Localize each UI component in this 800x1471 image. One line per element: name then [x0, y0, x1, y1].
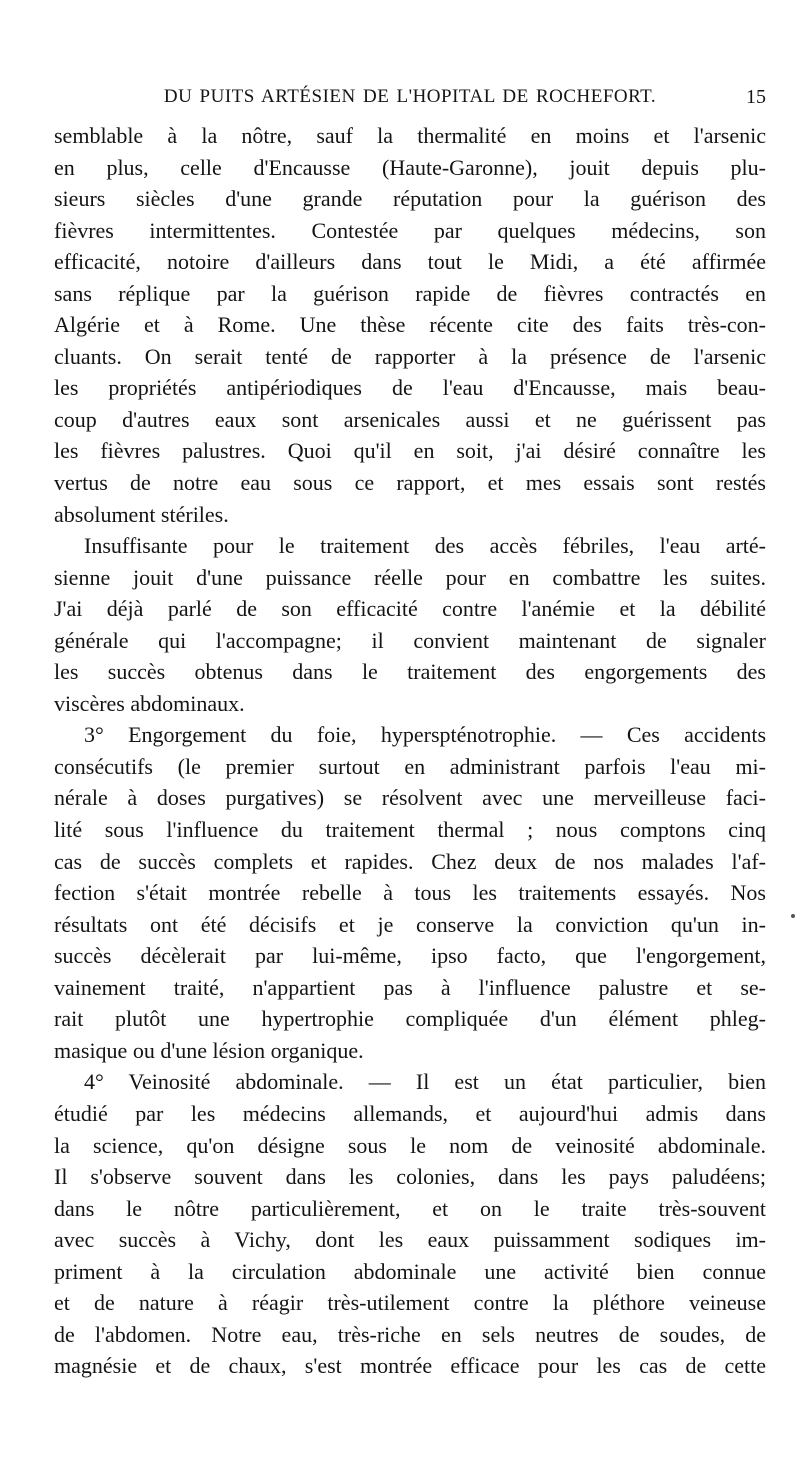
- text-line: consécutifs (le premier surtout en administrant parfois l'eau mi-: [54, 753, 766, 779]
- text-line: générale qui l'accompagne; il convient maintenant de signaler: [54, 627, 766, 653]
- text-line: nérale à doses purgatives) se résolvent avec une merveilleuse faci-: [54, 785, 766, 811]
- text-line: Il s'observe souvent dans les colonies, dans les pays paludéens;: [54, 1164, 766, 1190]
- text-line: succès décèlerait par lui-même, ipso facto, que l'engorgement,: [54, 943, 766, 969]
- text-line: la science, qu'on désigne sous le nom de veinosité abdominale.: [54, 1132, 766, 1158]
- text-line: coup d'autres eaux sont arsenicales aussi et ne guérissent pas: [54, 406, 766, 432]
- section-heading-line: 4° Veinosité abdominale. — Il est un état particulier, bien: [84, 1069, 766, 1095]
- text-line: les propriétés antipériodiques de l'eau d'Encausse, mais beau-: [54, 375, 766, 401]
- text-line: vainement traité, n'appartient pas à l'influence palustre et se-: [54, 974, 766, 1000]
- text-line: les succès obtenus dans le traitement des engorgements des: [54, 659, 766, 685]
- running-title: DU PUITS ARTÉSIEN DE L'HOPITAL DE ROCHEFORT.: [163, 86, 657, 107]
- text-line: sans réplique par la guérison rapide de fièvres contractés en: [54, 280, 766, 306]
- text-line: Algérie et à Rome. Une thèse récente cite des faits très-con-: [54, 312, 766, 338]
- text-line: étudié par les médecins allemands, et aujourd'hui admis dans: [54, 1100, 766, 1126]
- text-line: rait plutôt une hypertrophie compliquée d'un élément phleg-: [54, 1006, 766, 1032]
- body-text: [54, 120, 766, 1382]
- text-line: avec succès à Vichy, dont les eaux puissamment sodiques im-: [54, 1227, 766, 1253]
- text-line: sieurs siècles d'une grande réputation pour la guérison des: [54, 186, 766, 212]
- text-line: fièvres intermittentes. Contestée par quelques médecins, son: [54, 217, 766, 243]
- text-line: dans le nôtre particulièrement, et on le traite très-souvent: [54, 1195, 766, 1221]
- text-line: efficacité, notoire d'ailleurs dans tout le Midi, a été affirmée: [54, 249, 766, 275]
- paragraph-end-line: viscères abdominaux.: [54, 690, 245, 716]
- text-line: lité sous l'influence du traitement thermal ; nous comptons cinq: [54, 817, 766, 843]
- text-line: magnésie et de chaux, s'est montrée efficace pour les cas de cette: [54, 1353, 766, 1379]
- paragraph-start-line: Insuffisante pour le traitement des accès fébriles, l'eau arté-: [84, 533, 766, 559]
- text-line: vertus de notre eau sous ce rapport, et mes essais sont restés: [54, 470, 766, 496]
- running-head: [54, 86, 766, 112]
- text-line: et de nature à réagir très-utilement contre la pléthore veineuse: [54, 1290, 766, 1316]
- text-line: J'ai déjà parlé de son efficacité contre l'anémie et la débilité: [54, 596, 766, 622]
- text-line: cluants. On serait tenté de rapporter à la présence de l'arsenic: [54, 343, 766, 369]
- text-line: priment à la circulation abdominale une activité bien connue: [54, 1258, 766, 1284]
- section-heading-line: 3° Engorgement du foie, hyperspténotrophie. — Ces accidents: [84, 722, 766, 748]
- text-line: semblable à la nôtre, sauf la thermalité en moins et l'arsenic: [54, 123, 766, 148]
- text-line: résultats ont été décisifs et je conserve la conviction qu'un in-: [54, 911, 766, 937]
- ink-speck: [791, 914, 795, 918]
- page-number: 15: [746, 86, 766, 108]
- text-line: de l'abdomen. Notre eau, très-riche en sels neutres de soudes, de: [54, 1321, 766, 1347]
- text-line: sienne jouit d'une puissance réelle pour en combattre les suites.: [54, 564, 766, 590]
- text-line: cas de succès complets et rapides. Chez deux de nos malades l'af-: [54, 848, 766, 874]
- text-line: en plus, celle d'Encausse (Haute-Garonne), jouit depuis plu-: [54, 154, 766, 180]
- paragraph-end-line: masique ou d'une lésion organique.: [54, 1037, 364, 1063]
- text-line: fection s'était montrée rebelle à tous les traitements essayés. Nos: [54, 880, 766, 906]
- text-line: les fièvres palustres. Quoi qu'il en soit, j'ai désiré connaître les: [54, 438, 766, 464]
- paragraph-end-line: absolument stériles.: [54, 501, 229, 527]
